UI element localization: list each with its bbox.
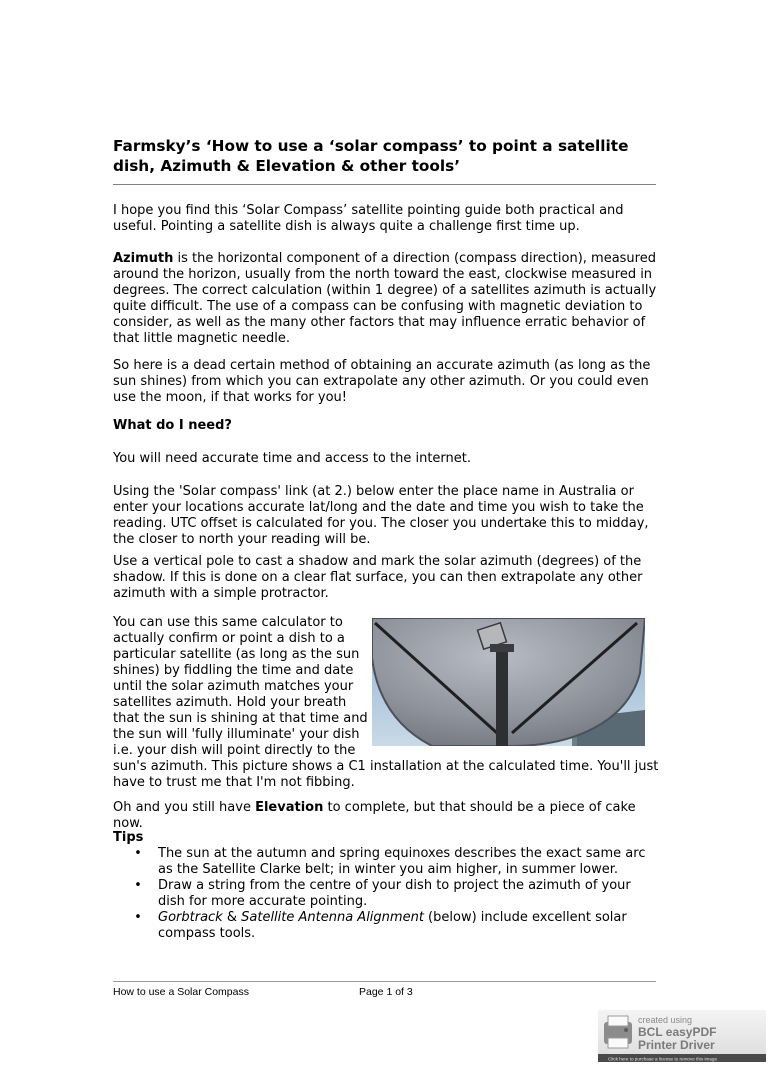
- badge-line1: created using: [638, 1015, 693, 1025]
- printer-icon: [604, 1016, 632, 1048]
- tip-text: Draw a string from the centre of your dish to project the azimuth of your dish for more accurate pointing.: [158, 878, 631, 910]
- satellite-dish-illustration: [372, 618, 645, 746]
- need-heading: What do I need?: [113, 418, 232, 433]
- method-paragraph: So here is a dead certain method of obtaining an accurate azimuth (as long as the sun shines) from which you can extrapolate any other azimuth. Or you could even use the moon, if that works for you!: [113, 358, 651, 406]
- elevation-term: Elevation: [255, 800, 324, 815]
- satellite-antenna-alignment-tool: Satellite Antenna Alignment: [241, 910, 424, 925]
- bullet-icon: •: [134, 910, 142, 925]
- azimuth-definition: is the horizontal component of a direction (compass direction), measured around the horizon, usually from the north toward the east, clockwise measured in degrees. The correct calculation (within 1 degree) of a satellites azimuth is actually quite difficult. The use of a compass can be confusing with magnetic deviation to consider, as well as the many other factors that may influence erratic behavior of that little magnetic needle.: [113, 251, 657, 347]
- azimuth-paragraph: [113, 251, 663, 348]
- page-number: Page 1 of 3: [359, 986, 413, 998]
- bullet-icon: •: [134, 878, 142, 893]
- elevation-post: to complete, but that should be a piece of cake now.: [113, 800, 636, 832]
- calculator-line: the sun will 'fully illuminate' your dish: [113, 727, 360, 742]
- azimuth-term: Azimuth: [113, 251, 174, 266]
- badge-graphic: [598, 1010, 766, 1062]
- satellite-dish-photo: [372, 618, 645, 746]
- document-title: Farmsky’s ‘How to use a ‘solar compass’ to point a satellite dish, Azimuth & Elevation & other tools’: [113, 137, 629, 175]
- calculator-line: satellites azimuth. Hold your breath: [113, 695, 347, 710]
- badge-line2: BCL easyPDF: [638, 1025, 717, 1039]
- solar-compass-link-paragraph: Using the 'Solar compass' link (at 2.) below enter the place name in Australia or enter your locations accurate lat/long and the date and time you wish to take the reading. UTC offset is calculated for you. The closer you undertake this to midday, the closer to north your reading will be.: [113, 484, 649, 548]
- calculator-line: i.e. your dish will point directly to the: [113, 743, 356, 758]
- bcl-easypdf-badge[interactable]: [598, 1010, 766, 1062]
- calculator-line: You can use this same calculator to: [113, 615, 343, 630]
- tip-text: [158, 910, 658, 942]
- tips-heading: Tips: [113, 830, 144, 845]
- calculator-line: particular satellite (as long as the sun: [113, 647, 360, 662]
- badge-note: Click here to purchase a license to remove this image: [608, 1056, 718, 1062]
- calculator-line: shines) by fiddling the time and date: [113, 663, 354, 678]
- tip-text-joiner: &: [222, 910, 242, 925]
- calculator-line: actually confirm or point a dish to a: [113, 631, 345, 646]
- tip-text: The sun at the autumn and spring equinoxes describes the exact same arc as the Satellite Clarke belt; in winter you aim higher, in summer lower.: [158, 846, 646, 878]
- footer-divider: [113, 981, 656, 982]
- gorbtrack-tool: Gorbtrack: [158, 910, 223, 925]
- elevation-paragraph: [113, 800, 663, 832]
- calculator-line: that the sun is shining at that time and: [113, 711, 368, 726]
- calculator-line: until the solar azimuth matches your: [113, 679, 354, 694]
- intro-paragraph: I hope you find this ‘Solar Compass’ satellite pointing guide both practical and useful. Pointing a satellite dish is always quite a challenge first time up.: [113, 203, 624, 235]
- need-paragraph: You will need accurate time and access to the internet.: [113, 451, 472, 466]
- badge-line3: Printer Driver: [638, 1038, 715, 1052]
- title-divider: [113, 184, 656, 185]
- bullet-icon: •: [134, 846, 142, 861]
- vertical-pole-paragraph: Use a vertical pole to cast a shadow and mark the solar azimuth (degrees) of the shadow. If this is done on a clear flat surface, you can then extrapolate any other azimuth with a simple protractor.: [113, 554, 643, 602]
- tip-text-rest: (below) include excellent solar compass tools.: [158, 910, 627, 942]
- footer-title: How to use a Solar Compass: [113, 986, 249, 998]
- elevation-pre: Oh and you still have: [113, 800, 256, 815]
- calculator-paragraph-tail: sun's azimuth. This picture shows a C1 installation at the calculated time. You'll just have to trust me that I'm not fibbing.: [113, 759, 659, 791]
